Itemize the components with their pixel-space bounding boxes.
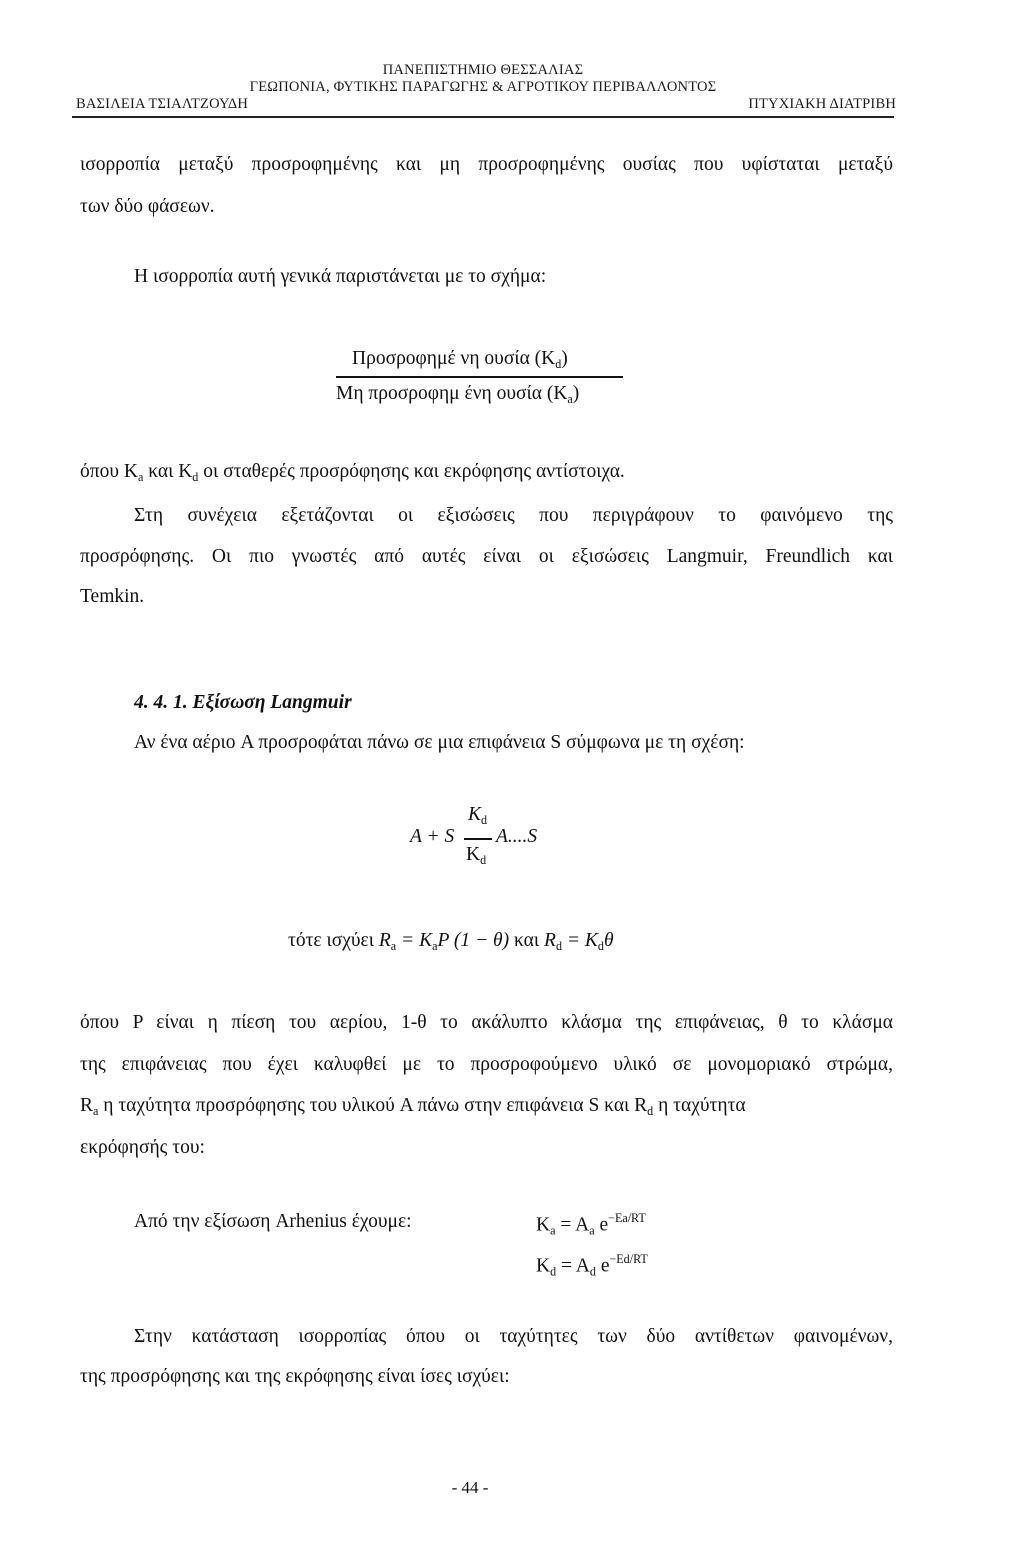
reaction-k-top: $K_d$ bbox=[468, 804, 488, 828]
intro-line-1: ισορροπία μεταξύ προσροφημένης και μη προσροφημένης ουσίας που υφίσταται μεταξύ bbox=[80, 154, 893, 175]
section-intro: Αν ένα αέριο A προσροφάται πάνω σε μια επιφάνεια S σύμφωνα με τη σχέση: bbox=[134, 732, 745, 753]
header-doc-type: ΠΤΥΧΙΑΚΗ ΔΙΑΤΡΙΒΗ bbox=[748, 96, 896, 112]
reaction-right: A....S bbox=[496, 826, 538, 847]
constants-note: όπου $K_a$ και $K_d$ οι σταθερές προσρόφησης και εκρόφησης αντίστοιχα. bbox=[80, 461, 625, 485]
continuation-line-1: Στη συνέχεια εξετάζονται οι εξισώσεις που περιγράφουν το φαινόμενο της bbox=[134, 505, 893, 526]
reaction-left: A + S bbox=[410, 826, 455, 847]
header-university: ΠΑΝΕΠΙΣΤΗΜΙΟ ΘΕΣΣΑΛΙΑΣ bbox=[382, 62, 584, 78]
ratio-denominator: Μη προσροφημ ένη ουσία $(K_a)$ bbox=[336, 383, 580, 407]
reaction-k-bottom: $K_d$ bbox=[466, 844, 487, 868]
header-department: ΓΕΩΠΟΝΙΑ, ΦΥΤΙΚΗΣ ΠΑΡΑΓΩΓΗΣ & ΑΓΡΟΤΙΚΟΥ ΠΕΡΙΒΑΛΛΟΝΤΟΣ bbox=[249, 79, 717, 95]
equilibrium-line-2: της προσρόφησης και της εκρόφησης είναι ίσες ισχύει: bbox=[80, 1366, 510, 1387]
ratio-numerator: Προσροφημέ νη ουσία $(K_d)$ bbox=[352, 348, 568, 372]
reaction-arrow-bar bbox=[464, 838, 492, 840]
arrhenius-label: Από την εξίσωση Arhenius έχουμε: bbox=[134, 1211, 412, 1232]
section-heading: 4. 4. 1. Εξίσωση Langmuir bbox=[134, 692, 352, 713]
header-rule bbox=[72, 116, 894, 118]
page-number: - 44 - bbox=[451, 1478, 489, 1497]
intro-line-2: των δύο φάσεων. bbox=[80, 196, 215, 217]
rate-laws: τότε ισχύει $R_a = K_aP$ (1 − θ) και $R_d = K_d\theta$ bbox=[288, 930, 614, 954]
definitions-line-4: εκρόφησής του: bbox=[80, 1137, 205, 1158]
continuation-line-2: προσρόφησης. Οι πιο γνωστές από αυτές είναι οι εξισώσεις Langmuir, Freundlich και bbox=[80, 546, 893, 567]
arrhenius-kd: $K_d = A_d$ $e^{-Ed/RT}$ bbox=[536, 1252, 648, 1279]
equilibrium-line-1: Στην κατάσταση ισορροπίας όπου οι ταχύτητες των δύο αντίθετων φαινομένων, bbox=[134, 1326, 893, 1347]
definitions-line-1: όπου P είναι η πίεση του αερίου, 1-θ το ακάλυπτο κλάσμα της επιφάνειας, θ το κλάσμα bbox=[80, 1012, 893, 1033]
definitions-line-3: $R_a$ η ταχύτητα προσρόφησης του υλικού A πάνω στην επιφάνεια S και $R_d$ η ταχύτητα bbox=[80, 1095, 746, 1119]
header-author: ΒΑΣΙΛΕΙΑ ΤΣΙΑΛΤΖΟΥΔΗ bbox=[76, 96, 249, 112]
arrhenius-ka: $K_a = A_a$ $e^{-Ea/RT}$ bbox=[536, 1211, 646, 1238]
ratio-fraction-bar bbox=[336, 376, 623, 378]
definitions-line-2: της επιφάνειας που έχει καλυφθεί με το προσροφούμενο υλικό σε μονομοριακό στρώμα, bbox=[80, 1054, 893, 1075]
continuation-line-3: Temkin. bbox=[80, 586, 145, 607]
scheme-intro: Η ισορροπία αυτή γενικά παριστάνεται με το σχήμα: bbox=[134, 266, 547, 287]
